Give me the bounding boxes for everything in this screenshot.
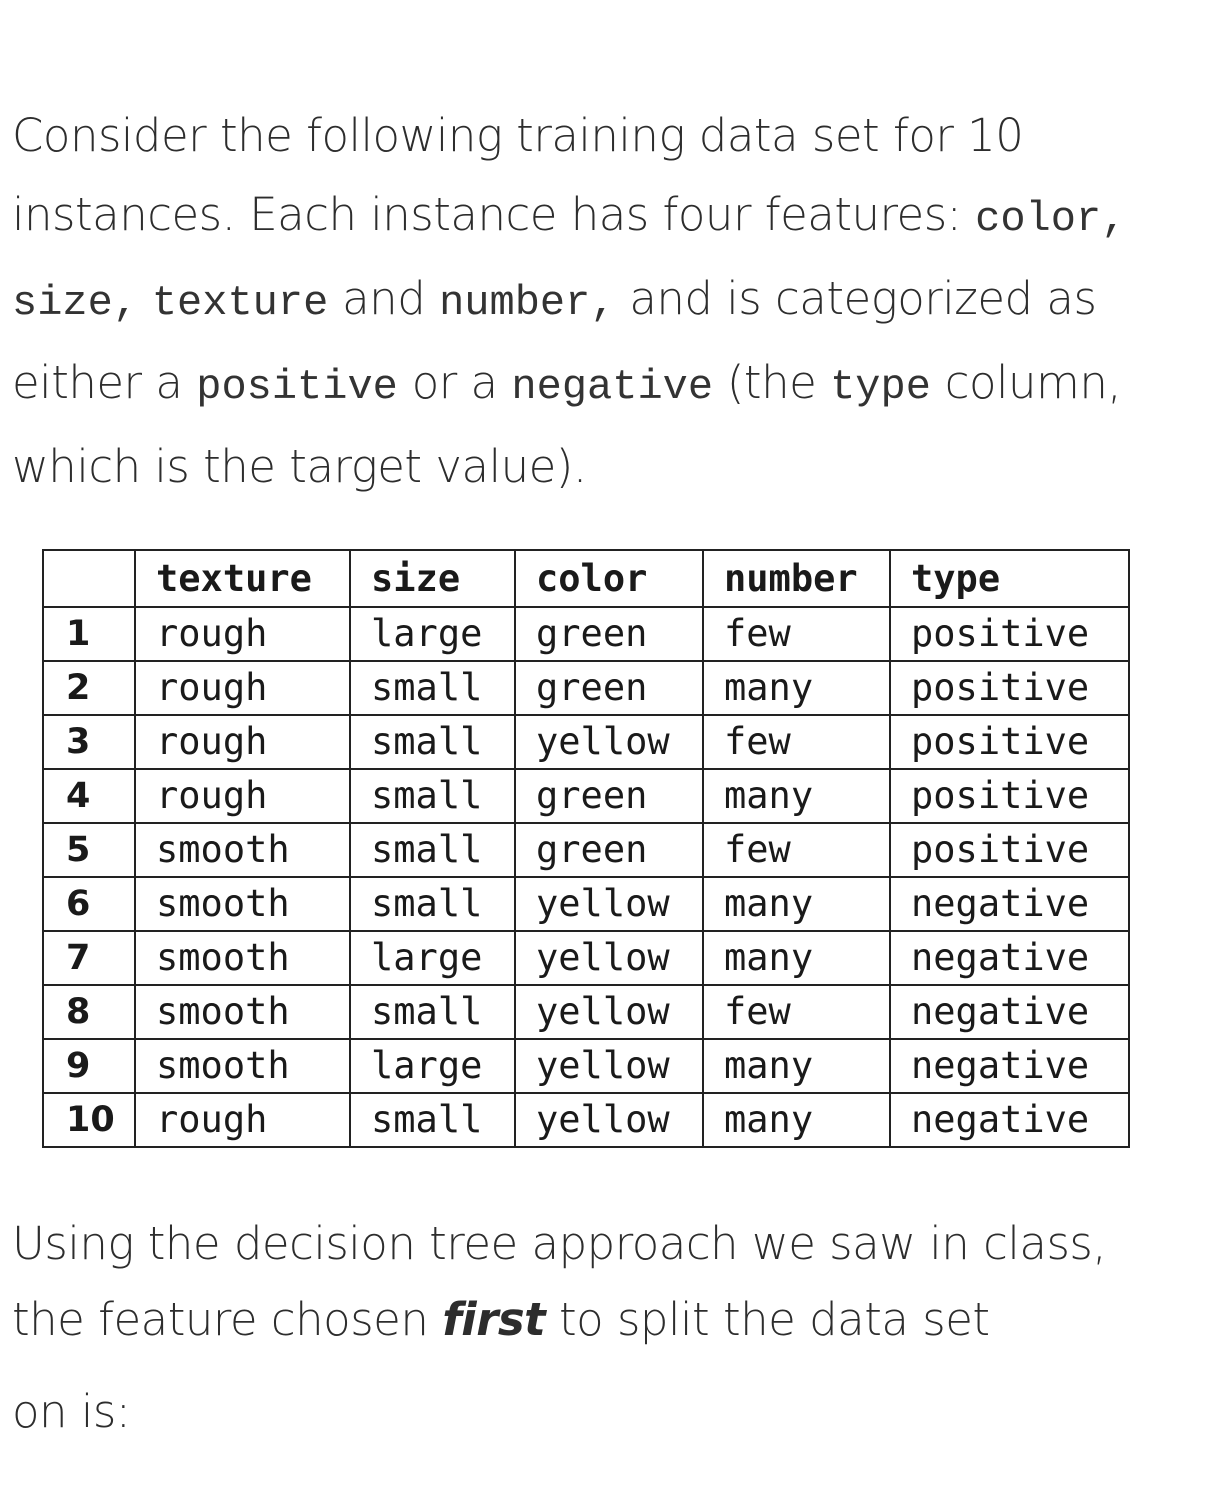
row-index: 7 <box>43 931 135 985</box>
cell-number: many <box>703 877 890 931</box>
header-index <box>43 550 135 607</box>
table-row <box>43 1093 1129 1147</box>
intro-text-4: or a <box>411 356 498 409</box>
intro-paragraph <box>12 96 1192 506</box>
cell-type: negative <box>890 1093 1129 1147</box>
header-number: number <box>703 550 890 607</box>
table-row <box>43 769 1129 823</box>
row-index: 6 <box>43 877 135 931</box>
table-row <box>43 931 1129 985</box>
cell-number: many <box>703 661 890 715</box>
cell-size: large <box>350 607 515 661</box>
code-color: color, <box>975 195 1127 243</box>
question-text-1: Using the decision tree approach we saw in class, the feature chosen <box>12 1217 1107 1346</box>
header-size: size <box>350 550 515 607</box>
cell-type: positive <box>890 823 1129 877</box>
cell-number: many <box>703 769 890 823</box>
cell-number: few <box>703 607 890 661</box>
intro-text-5: (the <box>726 356 817 409</box>
intro-text-2: and <box>342 272 426 325</box>
table-row <box>43 661 1129 715</box>
table-row <box>43 823 1129 877</box>
row-index: 10 <box>43 1093 135 1147</box>
cell-color: green <box>515 661 703 715</box>
code-number: number, <box>439 279 616 327</box>
cell-color: yellow <box>515 985 703 1039</box>
cell-color: green <box>515 823 703 877</box>
cell-texture: smooth <box>135 931 350 985</box>
table-body <box>43 607 1129 1147</box>
cell-texture: smooth <box>135 823 350 877</box>
cell-color: yellow <box>515 931 703 985</box>
cell-type: negative <box>890 877 1129 931</box>
cell-size: small <box>350 985 515 1039</box>
table-row <box>43 607 1129 661</box>
code-type: type <box>830 363 931 411</box>
row-index: 5 <box>43 823 135 877</box>
cell-size: large <box>350 1039 515 1093</box>
code-negative: negative <box>511 363 714 411</box>
row-index: 3 <box>43 715 135 769</box>
cell-number: many <box>703 931 890 985</box>
cell-texture: rough <box>135 607 350 661</box>
question-text-3: on is: <box>12 1385 131 1438</box>
cell-number: few <box>703 715 890 769</box>
table-row <box>43 715 1129 769</box>
cell-texture: smooth <box>135 877 350 931</box>
question-emphasis: first <box>442 1293 546 1346</box>
table-row <box>43 877 1129 931</box>
cell-type: negative <box>890 985 1129 1039</box>
cell-texture: rough <box>135 1093 350 1147</box>
cell-color: yellow <box>515 877 703 931</box>
cell-number: few <box>703 985 890 1039</box>
cell-type: positive <box>890 715 1129 769</box>
cell-texture: smooth <box>135 1039 350 1093</box>
cell-size: small <box>350 877 515 931</box>
row-index: 1 <box>43 607 135 661</box>
cell-color: green <box>515 769 703 823</box>
code-positive: positive <box>196 363 398 411</box>
cell-size: small <box>350 715 515 769</box>
cell-size: small <box>350 1093 515 1147</box>
training-data-table <box>42 549 1130 1148</box>
row-index: 9 <box>43 1039 135 1093</box>
cell-size: small <box>350 769 515 823</box>
intro-text-1: Consider the following training data set for 10 instances. Each instance has four features: <box>12 109 1024 241</box>
cell-type: positive <box>890 661 1129 715</box>
cell-size: small <box>350 823 515 877</box>
intro-text-3: and is categorized as either a <box>12 272 1097 409</box>
row-index: 2 <box>43 661 135 715</box>
cell-type: positive <box>890 769 1129 823</box>
cell-size: large <box>350 931 515 985</box>
cell-type: negative <box>890 931 1129 985</box>
cell-color: green <box>515 607 703 661</box>
question-paragraph <box>12 1206 1192 1450</box>
cell-number: few <box>703 823 890 877</box>
code-texture: texture <box>151 279 329 327</box>
row-index: 8 <box>43 985 135 1039</box>
cell-size: small <box>350 661 515 715</box>
cell-number: many <box>703 1039 890 1093</box>
cell-texture: smooth <box>135 985 350 1039</box>
cell-texture: rough <box>135 661 350 715</box>
cell-color: yellow <box>515 1093 703 1147</box>
cell-color: yellow <box>515 715 703 769</box>
question-text-2: to split the data set <box>559 1293 990 1346</box>
row-index: 4 <box>43 769 135 823</box>
header-texture: texture <box>135 550 350 607</box>
cell-texture: rough <box>135 769 350 823</box>
cell-color: yellow <box>515 1039 703 1093</box>
header-type: type <box>890 550 1129 607</box>
table-header-row <box>43 550 1129 607</box>
header-color: color <box>515 550 703 607</box>
intro-text-6: column, which is the target value). <box>12 356 1122 493</box>
cell-type: positive <box>890 607 1129 661</box>
cell-texture: rough <box>135 715 350 769</box>
table-row <box>43 985 1129 1039</box>
cell-number: many <box>703 1093 890 1147</box>
table-row <box>43 1039 1129 1093</box>
cell-type: negative <box>890 1039 1129 1093</box>
code-size: size, <box>12 279 139 327</box>
